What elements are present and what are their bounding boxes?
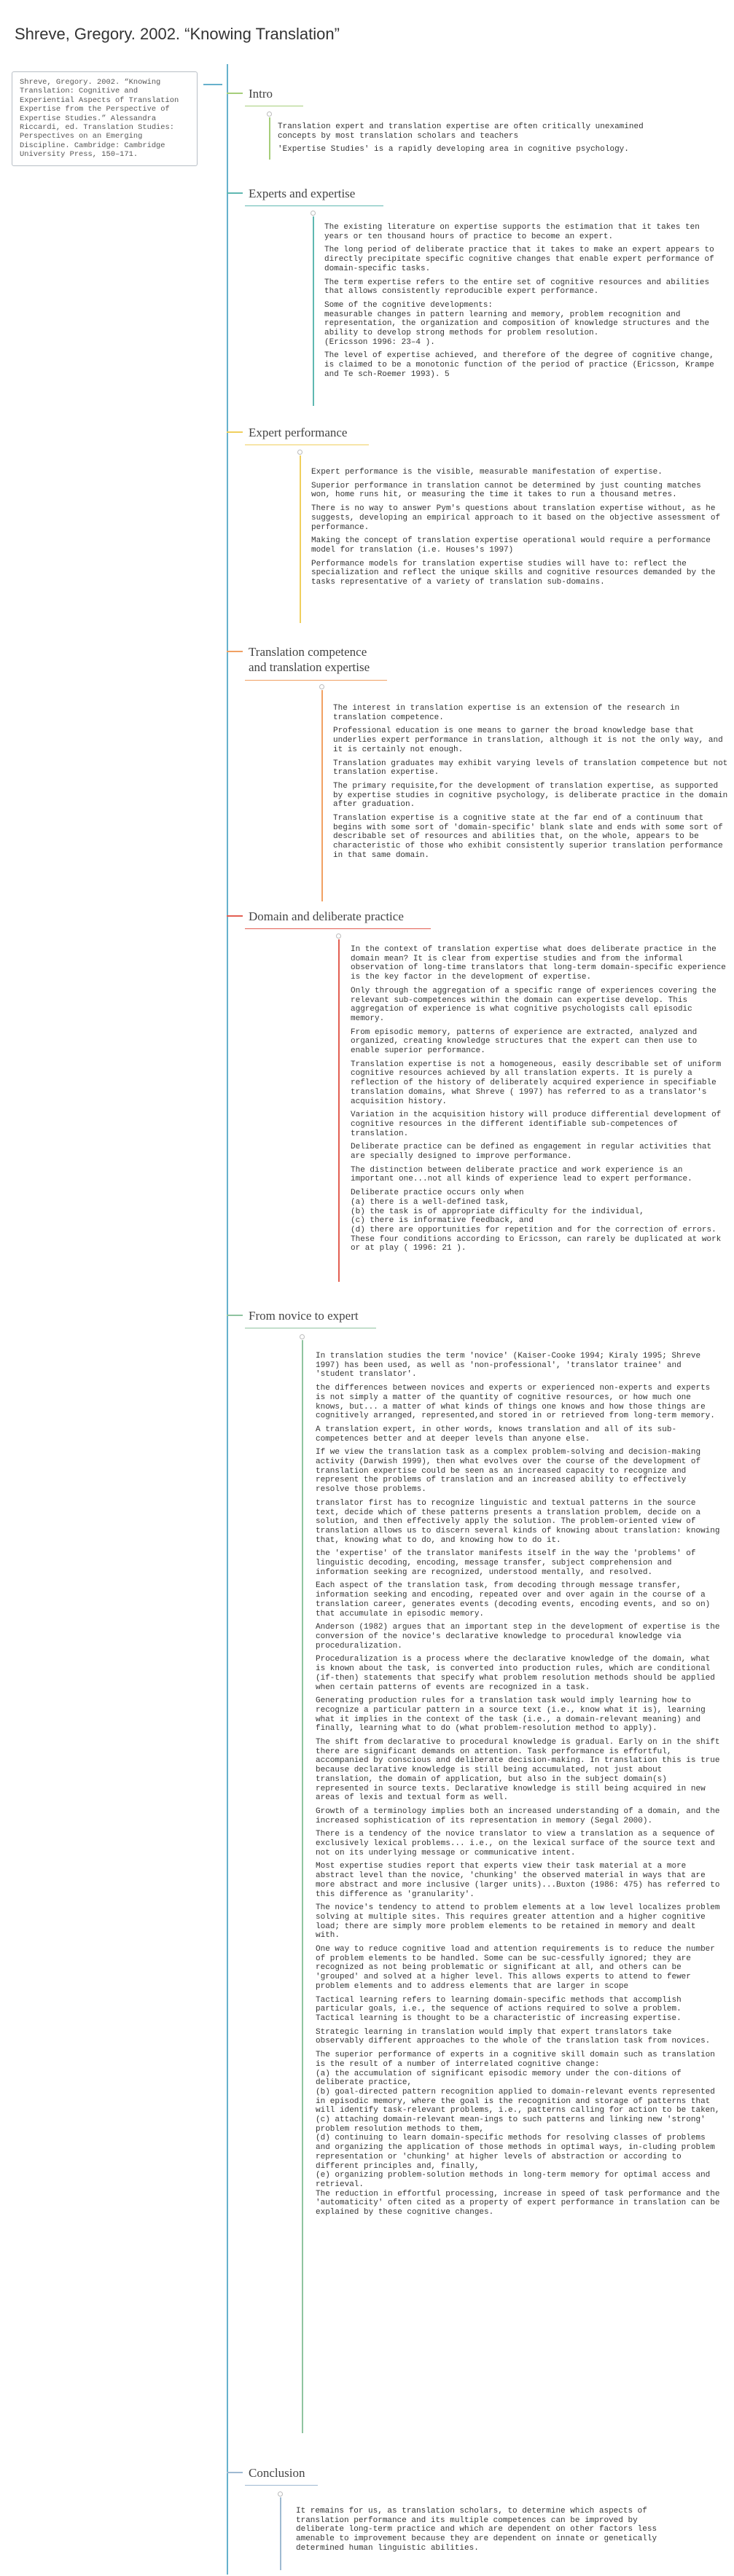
mindmap-trunk <box>227 64 228 2575</box>
note: The distinction between deliberate practice and work experience is an important one...not all kinds of experience lead to expert performance. <box>351 1165 692 1184</box>
section-title: From novice to expert <box>249 1309 359 1323</box>
collapse-handle-icon[interactable] <box>297 450 302 455</box>
note: Professional education is one means to garner the broad knowledge base that underlies expert performance in translation, although it is not the only way, and it is certainly not enough. <box>333 727 723 754</box>
notes-branch <box>313 216 314 406</box>
collapse-handle-icon[interactable] <box>336 933 341 939</box>
section-title: Experts and expertise <box>249 187 356 200</box>
section-title: Domain and deliberate practice <box>249 909 404 923</box>
note: Translation expertise is a cognitive state at the far end of a continuum that begins with some sort of 'domain-specific' blank slate and ends with some sort of describable set of resources and abilities that, on the whole, appears to be characteristic of those who exhibit consistently superior translation performance in that same domain. <box>333 814 723 860</box>
note: The shift from declarative to procedural knowledge is gradual. Early on in the shift there are significant demands on attention. Task performance is effortful, accompanied by conscious and deliberate decision-making. In translation this is true because declarative knowledge is still being accumulated, not just about translation, the domain of application, but also in the subject domain(s) represented in source texts. Declarative knowledge is still being acquired in new areas of lexis and textual form as well. <box>316 1738 720 1803</box>
reference-text: Shreve, Gregory. 2002. “Knowing Translation: Cognitive and Experiential Aspects of Translation Expertise from the Perspective of Expertise Studies.” Alessandra Riccardi, ed. Translation Studies: Perspectives on an Emerging Discipline. Cambridge: Cambridge University Press, 150–171. <box>20 78 179 160</box>
notes-list <box>333 704 731 865</box>
root-connector <box>203 84 222 85</box>
note: In translation studies the term 'novice' (Kaiser-Cooke 1994; Kiraly 1995; Shreve 1997) has been used, as well as 'non-professional', 'translator trainee' and 'student translator'. <box>316 1352 701 1379</box>
note: the differences between novices and experts or experienced non-experts and experts is not simply a matter of the quantity of cognitive resources, or how much one knows, but... a matter of what kinds of things one knows and how those things are cognitively arranged, represented,and stored in or retrieved from long-term memory. <box>316 1384 715 1421</box>
note: The long period of deliberate practice that it takes to make an expert appears to directly precipitate specific cognitive changes that enable expert performance of domain-specific tasks. <box>324 246 714 273</box>
note: Only through the aggregation of a specific range of experiences covering the relevant sub-competences within the domain can expertise develop. This aggregation of experience is what cognitive psychologists call episodic memory. <box>351 986 717 1023</box>
page-title: Shreve, Gregory. 2002. “Knowing Translation” <box>15 25 340 43</box>
collapse-handle-icon[interactable] <box>300 1334 305 1339</box>
title-underline <box>245 928 431 929</box>
note: A translation expert, in other words, knows translation and all of its sub-competences better and at deeper levels than anyone else. <box>316 1425 677 1444</box>
section-title: Conclusion <box>249 2466 305 2480</box>
note: There is no way to answer Pym's questions about translation expertise without, as he suggests, developing an empirical approach to it based on the objective assessment of performance. <box>311 504 721 532</box>
note: The novice's tendency to attend to problem elements at a low level localizes problem solving at multiple sites. This requires greater attention and a higher cognitive load; there are simply more problem elements to be retained in memory and dealt with. <box>316 1903 720 1941</box>
note: Some of the cognitive developments: measurable changes in pattern learning and memory, problem recognition and representation, the organization and composition of knowledge structures and the ability to develop strong methods for problem resolution. (Ericsson 1996: 23–4 ). <box>324 300 710 347</box>
section-connector <box>227 651 243 652</box>
notes-list <box>296 2507 690 2558</box>
note: Expert performance is the visible, measurable manifestation of expertise. <box>311 468 663 477</box>
note: Anderson (1982) argues that an important step in the development of expertise is the conversion of the novice's declarative knowledge to procedural knowledge via proceduralization. <box>316 1623 720 1651</box>
note: Making the concept of translation expertise operational would require a performance model for translation (i.e. Houses's 1997) <box>311 536 711 555</box>
section-title: Intro <box>249 87 273 101</box>
note: If we view the translation task as a complex problem-solving and decision-making activity (Darwish 1999), then what evolves over the course of the development of translation expertise could be seen as an increased capacity to recognize and represent the problems of translation and an increased ability to effectively resolve those problems. <box>316 1448 701 1495</box>
note: Strategic learning in translation would imply that expert translators take observably different approaches to the whole of the translation task from novices. <box>316 2027 711 2046</box>
note: Translation expertise is not a homogeneous, easily describable set of uniform cognitive resources achieved by all translation experts. It is purely a reflection of the history of deliberately acquired experience in specifiable translation domains, what Shreve ( 1997) has referred to as a translator's acquisition history. <box>351 1060 722 1106</box>
notes-branch <box>269 117 270 160</box>
note: Deliberate practice occurs only when (a) there is a well-defined task, (b) the task is of appropriate difficulty for the individual, (c) there is informative feedback, and (d) there are opportunities for repetition and for the correction of errors. These four conditions according to Ericsson, can rarely be duplicated at work or at play ( 1996: 21 ). <box>351 1189 722 1253</box>
notes-branch <box>338 939 340 1282</box>
title-underline <box>245 205 383 206</box>
note: translator first has to recognize linguistic and textual patterns in the source text, decide which of these patterns presents a translation problem, decide on a solution, and then effectively apply the solution. The problem-oriented view of translation allows us to discern several kinds of knowing about translation: knowing that, knowing what to do, and knowing how to do it. <box>316 1498 720 1545</box>
note: Performance models for translation expertise studies will have to: reflect the specialization and reflect the unique skills and cognitive resources demanded by the tasks representative of a variety of translation sub-domains. <box>311 559 716 587</box>
note: Translation expert and translation expertise are often critically unexamined concepts by most translation scholars and teachers <box>278 122 644 141</box>
section-title: Translation competence and translation expertise <box>249 645 370 674</box>
section-connector <box>227 431 243 433</box>
note: The primary requisite,for the development of translation expertise, as supported by expertise studies in cognitive psychology, is deliberate practice in the domain after graduation. <box>333 781 728 810</box>
section-connector <box>227 192 243 194</box>
notes-list <box>351 945 730 1258</box>
note: There is a tendency of the novice translator to view a translation as a sequence of exclusively lexical problems... i.e., on the lexical surface of the source text and not on its underlying message or communicative intent. <box>316 1830 715 1857</box>
notes-list <box>324 223 724 384</box>
notes-list <box>278 122 671 159</box>
note: Variation in the acquisition history will produce differential development of cognitive resources in the different identifiable sub-competences of translation. <box>351 1111 722 1138</box>
collapse-handle-icon[interactable] <box>267 111 272 117</box>
note: One way to reduce cognitive load and attention requirements is to reduce the number of problem elements to be handled. Some can be suc-cessfully ignored; they are recognized as not being problematic or significant at all, and others can be 'grouped' and solved at a higher level. This allows experts to attend to fewer problem elements and to address elements that are larger in scope <box>316 1945 715 1991</box>
note: It remains for us, as translation scholars, to determine which aspects of translation performance and its multiple competences can be improved by deliberate long-term practice and which are dependent on other factors less amenable to improvement because they are dependent on innate or genetically determined human linguistic abilities. <box>296 2507 657 2553</box>
note: Superior performance in translation cannot be determined by just counting matches won, home runs hit, or measuring the time it takes to run a thousand metres. <box>311 481 701 500</box>
notes-branch <box>280 2497 281 2570</box>
note: Growth of a terminology implies both an increased understanding of a domain, and the increased sophistication of its representation in memory (Segal 2000). <box>316 1806 720 1825</box>
section-connector <box>227 1315 243 1316</box>
note: The existing literature on expertise supports the estimation that it takes ten years or ten thousand hours of practice to become an expert. <box>324 223 700 241</box>
title-underline <box>245 2485 318 2486</box>
note: 'Expertise Studies' is a rapidly developing area in cognitive psychology. <box>278 145 629 154</box>
note: Each aspect of the translation task, from decoding through message transfer, information seeking and encoding, repeated over and over again in the course of a translation career, generates events (decoding events, encoding events, and so on) that accumulate in episodic memory. <box>316 1581 711 1618</box>
note: In the context of translation expertise what does deliberate practice in the domain mean? It is clear from expertise studies and from the informal observation of long-time translators that long-term domain-specific experience is the key factor in the development of expertise. <box>351 945 726 982</box>
notes-list <box>316 1352 724 2222</box>
note: Most expertise studies report that experts view their task material at a more abstract level than the novice, 'chunking' the observed material in ways that are more abstract and more inclusive (larger units)...Buxton (1986: 475) has referred to this difference as 'granularity'. <box>316 1862 720 1899</box>
notes-list <box>311 468 724 592</box>
section-connector <box>227 2472 243 2473</box>
notes-branch <box>302 1340 303 2433</box>
section-title: Expert performance <box>249 426 348 439</box>
note: Translation graduates may exhibit varying levels of translation competence but not translation expertise. <box>333 759 728 778</box>
note: the 'expertise' of the translator manifests itself in the way the 'problems' of linguistic decoding, encoding, message transfer, subject comprehension and information seeking are recognized, understood mentally, and resolved. <box>316 1549 696 1577</box>
section-connector <box>227 915 243 917</box>
collapse-handle-icon[interactable] <box>319 684 324 689</box>
note: Generating production rules for a translation task would imply learning how to recognize a particular pattern in a source text (i.e., know what it is), learning what it implies in the context of the task (i.e., a domain-relevant meaning) and finally, learning what to do (what problem-resolution method to apply). <box>316 1696 706 1734</box>
collapse-handle-icon[interactable] <box>278 2491 283 2497</box>
note: The level of expertise achieved, and therefore of the degree of cognitive change, is claimed to be a monotonic function of the period of practice (Ericsson, Krampe and Te sch-Roemer 1993). 5 <box>324 351 714 379</box>
note: The term expertise refers to the entire set of cognitive resources and abilities that allows consistently reproducible expert performance. <box>324 278 710 297</box>
note: Tactical learning refers to learning domain-specific methods that accomplish particular goals, i.e., the sequence of actions required to solve a problem. Tactical learning is thought to be a characteristic of increasing expertise. <box>316 1995 682 2023</box>
notes-branch <box>321 690 323 901</box>
note: Deliberate practice can be defined as engagement in regular activities that are specially designed to improve performance. <box>351 1143 712 1162</box>
note: The interest in translation expertise is an extension of the research in translation competence. <box>333 704 680 722</box>
reference-box[interactable] <box>12 71 198 166</box>
title-underline <box>245 680 387 681</box>
notes-branch <box>300 455 301 623</box>
section-connector <box>227 93 243 94</box>
collapse-handle-icon[interactable] <box>311 211 316 216</box>
note: From episodic memory, patterns of experience are extracted, analyzed and organized, creating knowledge structures that the expert can then use to enable superior performance. <box>351 1027 698 1056</box>
note: Proceduralization is a process where the declarative knowledge of the domain, what is known about the task, is converted into production rules, which are conditional (if-then) statements that specify what problem resolution methods should be applied when certain patterns of events are recognized in a task. <box>316 1655 715 1692</box>
note: The superior performance of experts in a cognitive skill domain such as translation is the result of a number of interrelated cognitive change: (a) the accumulation of significant episodic memory under the con-ditions of deliberate practice, (b) goal-directed pattern recognition applied to domain-relevant events represented in episodic memory, where the goal is the recognition and storage of patterns that will identify task-relevant problems, i.e., patterns calling for action to be taken, (c) attaching domain-relevant mean-ings to such patterns and linking new 'strong' problem resolution methods to them, (d) continuing to learn domain-specific methods for resolving classes of problems and organizing the application of those methods in optimal ways, in-cluding problem representation or 'chunking' at higher levels of abstraction or according to different principles and, finally, (e) organizing problem-solution methods in long-term memory for optimal access and retrieval. The reduction in effortful processing, increase in speed of task performance and the 'automaticity' often cited as a property of expert performance in translation can be explained by these cognitive changes. <box>316 2051 720 2217</box>
